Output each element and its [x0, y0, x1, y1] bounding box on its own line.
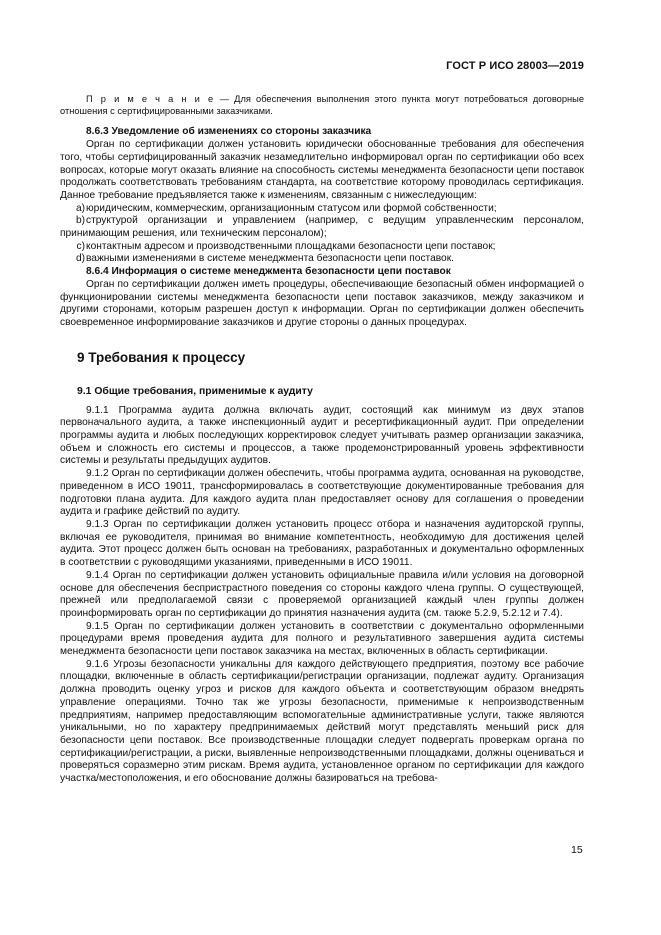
clause-9-1-5: 9.1.5 Орган по сертификации должен установить в соответствии с документально оформленными процедурами время проведения аудита для полного и результативного завершения аудита системы менеджмента безопасности цепи поставок заказчика на местах, включенных в область сертификации. — [60, 620, 584, 658]
section-8-6-3-body: Орган по сертификации должен установить юридически обоснованные требования для обеспечения того, чтобы сертифицированный заказчик незамедлительно информировал орган по сертификации обо всех вопросах, которые могут оказать влияние на способность системы менеджмента безопасности цепи поставок продолжать соответствовать требованиям стандарта, на соответствие которому проводилась сертификация. Данное требование предъявляется также к изменениям, связанным с нижеследующим: — [60, 139, 584, 201]
clause-9-1-4: 9.1.4 Орган по сертификации должен установить официальные правила и/или условия на договорной основе для обеспечения беспристрастного поведения со стороны каждого члена группы. О существующей, прежней или предполагаемой связи с проверяемой организацией каждый член группы должен проинформировать орган по сертификации до принятия назначения аудита (см. также 5.2.9, 5.2.12 и 7.4). — [60, 569, 584, 619]
section-8-6-3-heading: 8.6.3 Уведомление об изменениях со стороны заказчика — [86, 126, 372, 138]
clause-9-1-3: 9.1.3 Орган по сертификации должен установить процесс отбора и назначения аудиторской группы, включая ее руководителя, принимая во внимание компетентность, необходимую для достижения целей аудита. Этот процесс должен быть основан на требованиях, разработанных и документально оформленных в соответствии с руководящими указаниями, приведенными в ИСО 19011. — [60, 518, 584, 569]
clause-9-1-2: 9.1.2 Орган по сертификации должен обеспечить, чтобы программа аудита, основанная на руководстве, приведенном в ИСО 19011, трансформировалась в соответствующие документированные требования для подготовки плана аудита. Для каждого аудита план предоставляет основу для соглашения о проведении аудита и графике действий по аудиту. — [60, 468, 584, 518]
section-8-6-4-heading: 8.6.4 Информация о системе менеджмента безопасности цепи поставок — [86, 266, 451, 278]
clause-9-1-6: 9.1.6 Угрозы безопасности уникальны для каждого действующего предприятия, поэтому все рабочие площадки, включенные в область сертификации/регистрации организации, подлежат аудиту. Организация должна проводить оценку угроз и рисков для каждого объекта и соответствующим образом внедрять управление операциями. Точно так же угрозы безопасности, применимые к непроизводственным предприятиям, например предоставляющим вспомогательные административные услуги, также являются уникальными, но по характеру предпринимаемых действий могут представлять меньший риск для безопасности цепи поставок. Все производственные площадки следует подвергать проверкам органа по сертификации/регистрации, а риски, выявленные непроизводственными площадками, должны оцениваться и проверяться соразмерно этим рискам. Время аудита, установленное органом по сертификации для каждого участка/местоположения, и его обоснование должны базироваться на требова- — [60, 658, 584, 785]
note-label: П р и м е ч а н и е — [86, 94, 215, 104]
list-item: a)юридическим, коммерческим, организационным статусом или формой собственности; — [75, 202, 497, 214]
document-header: ГОСТ Р ИСО 28003—2019 — [446, 60, 584, 72]
list-item: c)контактным адресом и производственными площадками безопасности цепи поставок; — [76, 240, 496, 252]
note-paragraph — [60, 93, 584, 117]
section-9-title: 9 Требования к процессу — [77, 349, 246, 365]
list-item: b)структурой организации и управлением (например, с ведущим управленческим персоналом, принимающим решения, или техническим персоналом); — [60, 215, 584, 240]
section-9-1-heading: 9.1 Общие требования, применимые к аудиту — [77, 385, 313, 397]
note-text: — Для обеспечения выполнения этого пункта могут потребоваться договорные отношения с сертифицированными заказчиками. — [60, 94, 584, 117]
change-items-list — [60, 203, 584, 267]
page-number: 15 — [571, 844, 583, 856]
section-8-6-4-body: Орган по сертификации должен иметь процедуры, обеспечивающие безопасный обмен информацией о функционировании системы менеджмента безопасности цепи поставок заказчиков, между заказчиком и другими сторонами, которым разрешен доступ к информации. Орган по сертификации должен обеспечить своевременное информирование заказчиков и другие стороны о данных процедурах. — [60, 278, 584, 328]
list-item: d)важными изменениями в системе менеджмента безопасности цепи поставок. — [75, 253, 455, 265]
clause-9-1-1: 9.1.1 Программа аудита должна включать аудит, состоящий как минимум из двух этапов первоначального аудита, а также инспекционный аудит и ресертификационный аудит. При определении программы аудита и любых последующих корректировок следует учитывать размер организации заказчика, объем и сложность его системы и процессов, а также продемонстрированный уровень эффективности системы и результаты предыдущих аудитов. — [60, 404, 584, 467]
page-content — [60, 93, 584, 786]
